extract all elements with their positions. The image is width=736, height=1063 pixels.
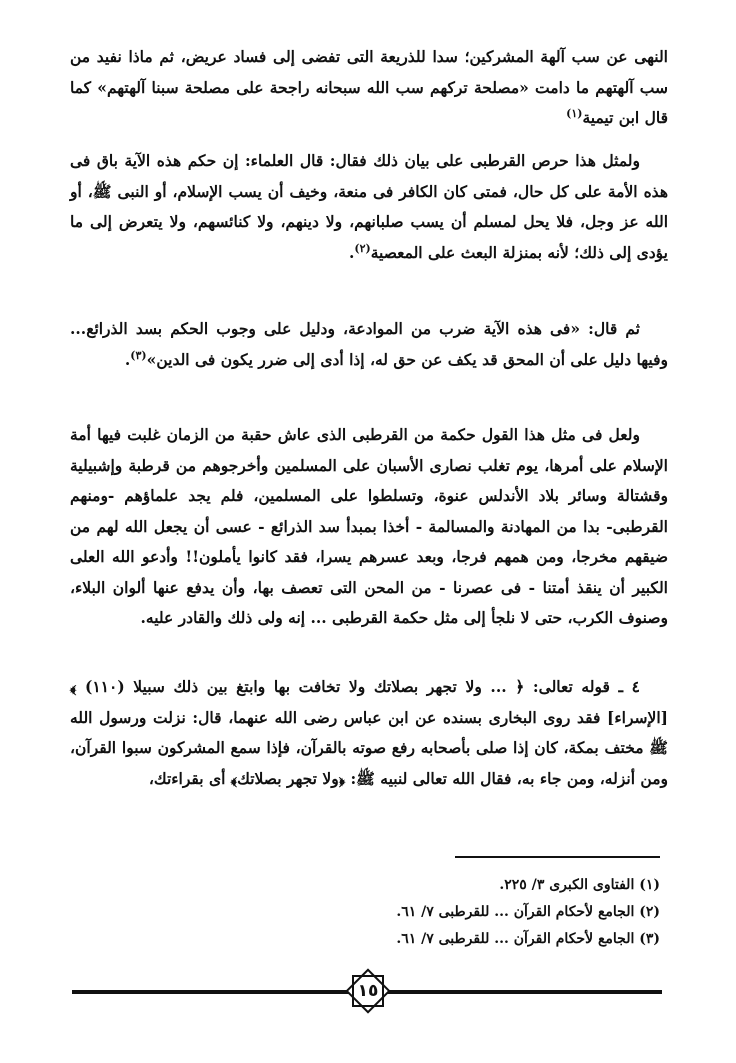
page-number-ornament: [344, 967, 392, 1015]
body-text: [70, 42, 668, 134]
body-text-3: [70, 314, 668, 375]
paragraph-5: [70, 672, 668, 794]
footnote-2: (٢) الجامع لأحكام القرآن ... للقرطبى ٧/ ٦١.: [396, 904, 660, 920]
footnote-ref-2[interactable]: (٢): [354, 241, 371, 255]
paragraph-1-text: النهى عن سب آلهة المشركين؛ سدا للذريعة التى تفضى إلى فساد عريض، ثم ماذا نفيد من سب آلهتهم ما دامت «مصلحة تركهم سب الله سبحانه راجحة على مصلحة سبنا آلهتهم» كما قال ابن تيمية: [70, 47, 668, 127]
footnote-3: (٣) الجامع لأحكام القرآن ... للقرطبى ٧/ ٦١.: [396, 931, 660, 947]
footnotes: [300, 872, 660, 953]
paragraph-3-text: ثم قال: «فى هذه الآية ضرب من الموادعة، ودليل على وجوب الحكم بسد الذرائع... وفيها دليل على أن المحق قد يكف عن حق له، إذا أدى إلى ضرر يكون فى الدين»: [70, 319, 668, 369]
paragraph-1: [70, 42, 668, 134]
page-number: ١٥: [357, 981, 379, 1001]
paragraph-3: [70, 314, 668, 375]
footnote-1: (١) الفتاوى الكبرى ٣/ ٢٢٥.: [499, 877, 660, 893]
footnote-ref-3[interactable]: (٣): [130, 348, 147, 362]
body-text-4: [70, 420, 668, 634]
paragraph-4-text: ولعل فى مثل هذا القول حكمة من القرطبى الذى عاش حقبة من الزمان غلبت فيها أمة الإسلام على أمرها، يوم تغلب نصارى الأسبان على المسلمين وأخرجوهم من قرطبة وإشبيلية وقشتالة وسائر بلاد الأندلس عنوة، وتسلطوا على المسلمين، فلم يجد علماؤهم -ومنهم القرطبى- بدا من المهادنة والمسالمة - أخذا بمبدأ سد الذرائع - عسى أن يجعل الله لهم من ضيقهم مخرجا، ومن همهم فرجا، وبعد عسرهم يسرا، فقد كانوا يأملون!! وأدعو الله العلى الكبير أن ينقذ أمتنا - فى عصرنا - من المحن التى تعصف بها، وأن يدفع عنها ألوان البلاء، وصنوف الكرب، حتى لا نلجأ إلى مثل حكمة القرطبى ... إنه ولى ذلك والقادر عليه.: [70, 425, 668, 627]
paragraph-5-text: ٤ ـ قوله تعالى: ﴿ ... ولا تجهر بصلاتك ولا تخافت بها وابتغ بين ذلك سبيلا (١١٠) ﴾ [الإسراء] فقد روى البخارى بسنده عن ابن عباس رضى الله عنهما، قال: نزلت ورسول الله ﷺ مختف بمكة، كان إذا صلى بأصحابه رفع صوته بالقرآن، فإذا سمع المشركون سبوا القرآن، ومن أنزله، ومن جاء به، فقال الله تعالى لنبيه ﷺ: ﴿ولا تجهر بصلاتك﴾ أى بقراءتك،: [70, 677, 668, 788]
paragraph-2-tail: .: [348, 242, 355, 262]
footnote-ref-1[interactable]: (١): [566, 106, 583, 120]
paragraph-3-tail: .: [124, 349, 131, 369]
paragraph-2-text: ولمثل هذا حرص القرطبى على بيان ذلك فقال: قال العلماء: إن حكم هذه الآية باق فى هذه الأمة على كل حال، فمتى كان الكافر فى منعة، وخيف أن يسب الإسلام، أو النبى ﷺ، أو الله عز وجل، فلا يحل لمسلم أن يسب صلبانهم، ولا دينهم، ولا كنائسهم، ولا يتعرض إلى ما يؤدى إلى ذلك؛ لأنه بمنزلة البعث على المعصية: [70, 151, 668, 262]
body-text-2: [70, 146, 668, 268]
body-text-5: [70, 672, 668, 794]
footnote-separator: [455, 856, 660, 858]
paragraph-2: [70, 146, 668, 268]
paragraph-4: [70, 420, 668, 634]
